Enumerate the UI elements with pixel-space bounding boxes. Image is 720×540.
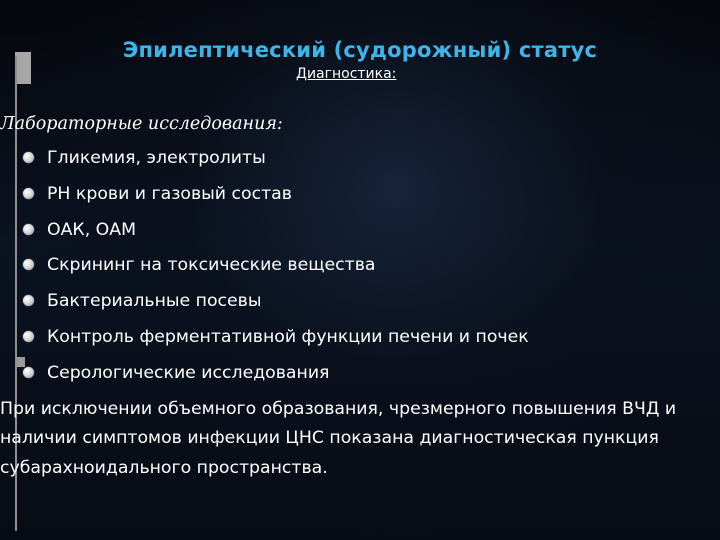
round-bullet-icon [23,152,34,163]
list-item-label: Гликемия, электролиты [47,148,266,168]
list-item [0,320,710,356]
round-bullet-icon [23,295,34,306]
list-item [0,356,710,392]
section-heading: Лабораторные исследования: [0,114,283,134]
slide-title: Эпилептический (судорожный) статус [122,38,598,63]
list-item [0,141,710,177]
round-bullet-icon [23,224,34,235]
list-item [0,213,710,249]
slide-content [0,112,710,483]
bullet-list [0,141,710,392]
round-bullet-icon [23,188,34,199]
list-item-label: Бактериальные посевы [47,291,262,312]
list-item-label: Контроль ферментативной функции печени и почек [47,326,529,347]
diagnostic-note: При исключении объемного образования, чрезмерного повышения ВЧД и наличии симптомов инфекции ЦНС показана диагностическая пункция субарахноидального пространства. [0,398,677,478]
round-bullet-icon [23,331,34,342]
list-item-label: PH крови и газовый состав [47,183,292,204]
list-item-label: Серологические исследования [47,362,330,383]
list-item [0,248,710,284]
round-bullet-icon [23,367,34,378]
list-item-label: Скрининг на токсические вещества [47,255,376,276]
list-item [0,177,710,213]
list-item [0,284,710,320]
round-bullet-icon [23,259,34,270]
slide-subtitle: Диагностика: [296,66,397,82]
list-item-label: ОАК, ОАМ [47,219,137,240]
